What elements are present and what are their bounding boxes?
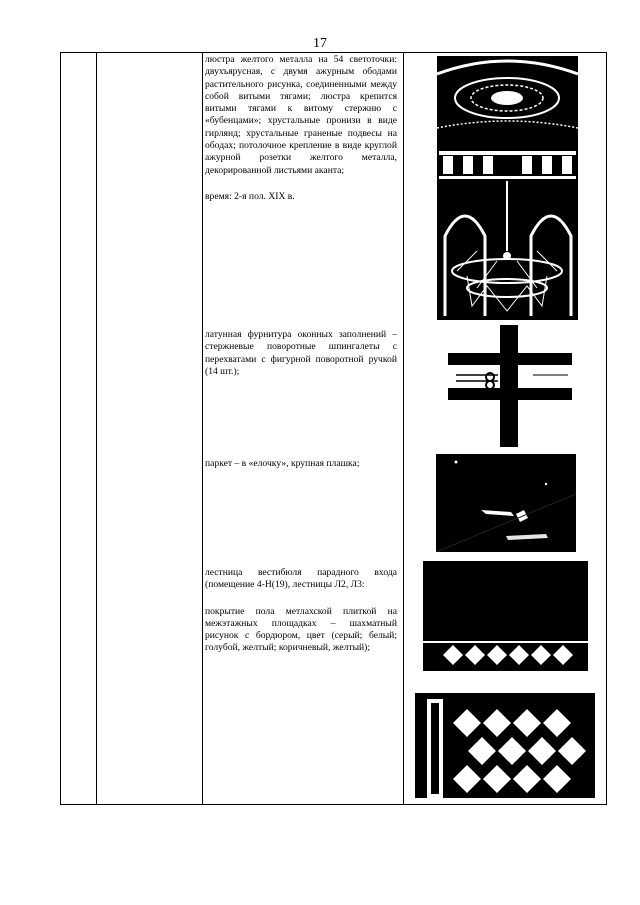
column-divider (403, 53, 404, 804)
table-row-chandelier (205, 54, 397, 203)
chandelier-date: время: 2-я пол. XIX в. (205, 190, 295, 202)
table-row-window-hardware (205, 329, 397, 378)
table-row-staircase (205, 567, 397, 655)
floor-tile-description: покрытие пола метлахской плиткой на межэтажных площадках – шахматный рисунок с бордюром, цвет (серый; белый; голубой, желтый; коричневый, желтый); (205, 605, 397, 654)
staircase-tile-photo (423, 561, 588, 671)
column-divider (202, 53, 203, 804)
chandelier-photo (437, 56, 578, 320)
window-hardware-photo (448, 325, 572, 447)
window-hardware-description: латунная фурнитура оконных заполнений – стержневые поворотные шпингалеты с перехватами с фигурной поворотной ручкой (14 шт.); (205, 329, 397, 377)
parquet-description: паркет – в «елочку», крупная плашка; (205, 458, 360, 469)
checkered-floor-photo (415, 679, 595, 798)
table-row-parquet (205, 458, 397, 470)
parquet-photo (436, 454, 576, 552)
staircase-description: лестница вестибюля парадного входа (помещение 4-Н(19), лестницы Л2, Л3: (205, 567, 397, 591)
chandelier-description: люстра желтого металла на 54 светоточки: двухъярусная, с двумя ажурным ободами растительного рисунка, соединенными между собой витыми тягами; люстра крепится витыми тягами к витому стержню с «бубенцами»; хрустальные пронизи в виде гирлянд; хрустальные граненые подвесы на ободах; потолочное крепление в виде круглой ажурной розетки желтого металла, декорированной листьями аканта; (205, 54, 397, 176)
page-number: 17 (313, 36, 327, 51)
column-divider (96, 53, 97, 804)
